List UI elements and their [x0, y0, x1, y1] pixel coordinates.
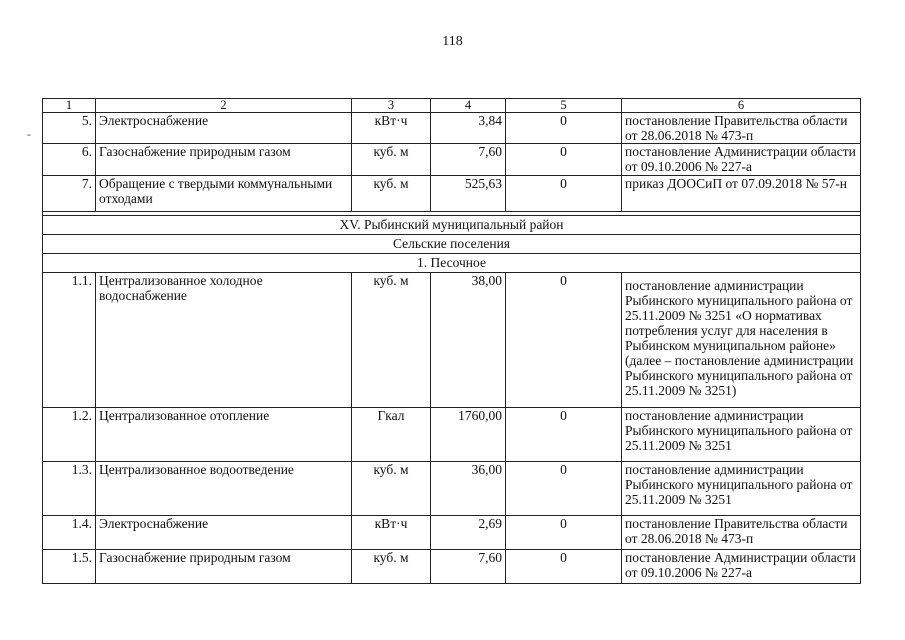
norm-value: 7,60 — [431, 550, 506, 584]
unit: куб. м — [352, 144, 431, 176]
norm-value: 2,69 — [431, 516, 506, 550]
value: 0 — [506, 408, 622, 462]
legal-document: постановление администрации Рыбинского муниципального района от 25.11.2009 № 3251 — [622, 462, 861, 516]
table-row — [43, 550, 861, 584]
service-name: Газоснабжение природным газом — [96, 144, 352, 176]
header-cell: 6 — [622, 99, 861, 113]
header-cell: 4 — [431, 99, 506, 113]
service-name: Обращение с твердыми коммунальными отходами — [96, 176, 352, 212]
row-number: 7. — [43, 176, 96, 212]
legal-document: постановление Правительства области от 28.06.2018 № 473-п — [622, 516, 861, 550]
table-row — [43, 176, 861, 212]
table-row — [43, 144, 861, 176]
legal-document: постановление администрации Рыбинского муниципального района от 25.11.2009 № 3251 — [622, 408, 861, 462]
legal-document: постановление администрации Рыбинского муниципального района от 25.11.2009 № 3251 «О нормативах потребления услуг для населения в Рыбинском муниципальном районе» (далее – постановление администрации Рыбинского муниципального района от 25.11.2009 № 3251) — [622, 273, 861, 408]
service-name: Централизованное холодное водоснабжение — [96, 273, 352, 408]
legal-document: постановление Администрации области от 09.10.2006 № 227-а — [622, 144, 861, 176]
service-name: Централизованное водоотведение — [96, 462, 352, 516]
row-number: 1.5. — [43, 550, 96, 584]
section-row — [43, 216, 861, 235]
unit: куб. м — [352, 462, 431, 516]
unit: куб. м — [352, 550, 431, 584]
row-number: 1.2. — [43, 408, 96, 462]
table-header-row — [43, 99, 861, 113]
norm-value: 3,84 — [431, 113, 506, 144]
legal-document: постановление Правительства области от 28.06.2018 № 473-п — [622, 113, 861, 144]
value: 0 — [506, 113, 622, 144]
service-name: Газоснабжение природным газом — [96, 550, 352, 584]
row-number: 6. — [43, 144, 96, 176]
header-cell: 2 — [96, 99, 352, 113]
value: 0 — [506, 273, 622, 408]
row-number: 1.3. — [43, 462, 96, 516]
section-row — [43, 235, 861, 254]
service-name: Электроснабжение — [96, 516, 352, 550]
service-name: Электроснабжение — [96, 113, 352, 144]
district-title: XV. Рыбинский муниципальный район — [43, 216, 861, 235]
header-cell: 5 — [506, 99, 622, 113]
page-number: 118 — [442, 34, 463, 49]
unit: Гкал — [352, 408, 431, 462]
norm-value: 38,00 — [431, 273, 506, 408]
value: 0 — [506, 462, 622, 516]
table-row — [43, 273, 861, 408]
table-row — [43, 462, 861, 516]
norm-value: 7,60 — [431, 144, 506, 176]
locality-title: 1. Песочное — [43, 254, 861, 273]
unit: куб. м — [352, 273, 431, 408]
norm-value: 36,00 — [431, 462, 506, 516]
value: 0 — [506, 550, 622, 584]
unit: куб. м — [352, 176, 431, 212]
table-row — [43, 408, 861, 462]
header-cell: 3 — [352, 99, 431, 113]
row-number: 1.4. — [43, 516, 96, 550]
norm-value: 1760,00 — [431, 408, 506, 462]
value: 0 — [506, 144, 622, 176]
norms-table — [42, 98, 861, 584]
settlements-title: Сельские поселения — [43, 235, 861, 254]
section-row — [43, 254, 861, 273]
value: 0 — [506, 176, 622, 212]
table-row — [43, 516, 861, 550]
header-cell: 1 — [43, 99, 96, 113]
norm-value: 525,63 — [431, 176, 506, 212]
value: 0 — [506, 516, 622, 550]
service-name: Централизованное отопление — [96, 408, 352, 462]
unit: кВт·ч — [352, 113, 431, 144]
table-row — [43, 113, 861, 144]
legal-document: приказ ДООСиП от 07.09.2018 № 57-н — [622, 176, 861, 212]
row-number: 1.1. — [43, 273, 96, 408]
unit: кВт·ч — [352, 516, 431, 550]
row-number: 5. — [43, 113, 96, 144]
stray-mark: - — [27, 127, 31, 141]
legal-document: постановление Администрации области от 09.10.2006 № 227-а — [622, 550, 861, 584]
